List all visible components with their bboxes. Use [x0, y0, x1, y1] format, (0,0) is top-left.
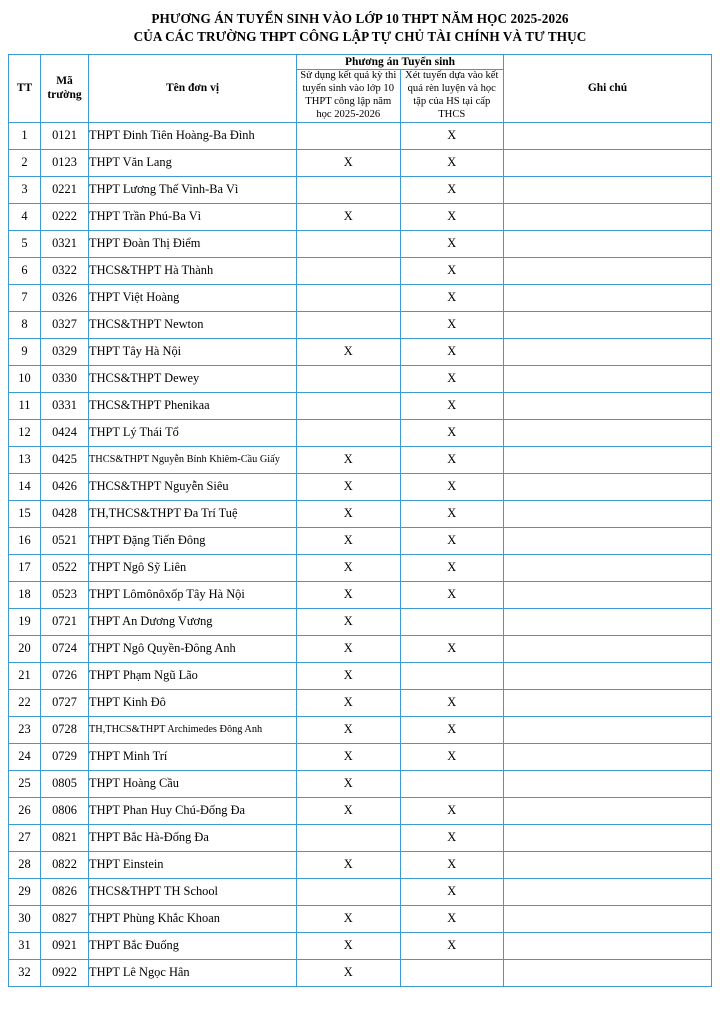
- column-header-notes: Ghi chú: [504, 54, 712, 122]
- cell-tt: 21: [9, 662, 41, 689]
- cell-note: [504, 689, 712, 716]
- cell-school-name: THPT Việt Hoàng: [89, 284, 297, 311]
- cell-school-name: THPT Bắc Hà-Đống Đa: [89, 824, 297, 851]
- table-row: [9, 959, 712, 986]
- cell-note: [504, 581, 712, 608]
- table-row: [9, 284, 712, 311]
- cell-school-name: THPT An Dương Vương: [89, 608, 297, 635]
- cell-school-code: 0521: [41, 527, 89, 554]
- cell-transcript-method: X: [400, 392, 504, 419]
- cell-exam-result-method: [297, 311, 401, 338]
- cell-tt: 10: [9, 365, 41, 392]
- cell-exam-result-method: [297, 176, 401, 203]
- cell-school-code: 0523: [41, 581, 89, 608]
- cell-exam-result-method: X: [297, 149, 401, 176]
- cell-exam-result-method: X: [297, 959, 401, 986]
- cell-school-name: THPT Phạm Ngũ Lão: [89, 662, 297, 689]
- cell-school-code: 0822: [41, 851, 89, 878]
- cell-school-name: THPT Ngô Sỹ Liên: [89, 554, 297, 581]
- cell-exam-result-method: X: [297, 581, 401, 608]
- cell-tt: 18: [9, 581, 41, 608]
- cell-transcript-method: X: [400, 689, 504, 716]
- cell-tt: 13: [9, 446, 41, 473]
- table-row: [9, 365, 712, 392]
- cell-tt: 11: [9, 392, 41, 419]
- cell-transcript-method: [400, 608, 504, 635]
- table-body: [9, 122, 712, 986]
- cell-tt: 4: [9, 203, 41, 230]
- cell-school-code: 0329: [41, 338, 89, 365]
- table-row: [9, 419, 712, 446]
- cell-tt: 29: [9, 878, 41, 905]
- cell-note: [504, 743, 712, 770]
- cell-school-code: 0805: [41, 770, 89, 797]
- cell-school-name: THPT Đoàn Thị Điểm: [89, 230, 297, 257]
- cell-school-code: 0121: [41, 122, 89, 149]
- table-row: [9, 176, 712, 203]
- cell-school-code: 0428: [41, 500, 89, 527]
- table-row: [9, 581, 712, 608]
- cell-tt: 20: [9, 635, 41, 662]
- table-row: [9, 473, 712, 500]
- cell-exam-result-method: X: [297, 527, 401, 554]
- cell-note: [504, 716, 712, 743]
- cell-exam-result-method: X: [297, 743, 401, 770]
- cell-transcript-method: X: [400, 581, 504, 608]
- cell-note: [504, 392, 712, 419]
- cell-school-code: 0522: [41, 554, 89, 581]
- cell-school-name: THCS&THPT Newton: [89, 311, 297, 338]
- cell-transcript-method: X: [400, 797, 504, 824]
- cell-note: [504, 500, 712, 527]
- cell-exam-result-method: [297, 365, 401, 392]
- cell-school-name: THPT Trần Phú-Ba Vì: [89, 203, 297, 230]
- cell-transcript-method: X: [400, 257, 504, 284]
- table-row: [9, 797, 712, 824]
- cell-exam-result-method: [297, 230, 401, 257]
- cell-note: [504, 284, 712, 311]
- cell-exam-result-method: X: [297, 203, 401, 230]
- cell-exam-result-method: X: [297, 689, 401, 716]
- cell-transcript-method: [400, 959, 504, 986]
- page-title-line-2: CỦA CÁC TRƯỜNG THPT CÔNG LẬP TỰ CHỦ TÀI CHÍNH VÀ TƯ THỤC: [133, 28, 587, 44]
- cell-note: [504, 338, 712, 365]
- table-row: [9, 149, 712, 176]
- cell-school-code: 0727: [41, 689, 89, 716]
- table-header-row-1: [9, 54, 712, 69]
- cell-note: [504, 473, 712, 500]
- cell-tt: 23: [9, 716, 41, 743]
- cell-tt: 27: [9, 824, 41, 851]
- table-row: [9, 230, 712, 257]
- cell-school-name: TH,THCS&THPT Đa Trí Tuệ: [89, 500, 297, 527]
- table-row: [9, 824, 712, 851]
- cell-note: [504, 905, 712, 932]
- table-row: [9, 608, 712, 635]
- cell-school-code: 0221: [41, 176, 89, 203]
- cell-transcript-method: X: [400, 635, 504, 662]
- table-row: [9, 932, 712, 959]
- cell-transcript-method: X: [400, 851, 504, 878]
- cell-transcript-method: X: [400, 932, 504, 959]
- cell-note: [504, 257, 712, 284]
- cell-school-name: THCS&THPT TH School: [89, 878, 297, 905]
- cell-exam-result-method: X: [297, 797, 401, 824]
- cell-exam-result-method: [297, 824, 401, 851]
- cell-school-name: THCS&THPT Nguyễn Bỉnh Khiêm-Cầu Giấy: [89, 446, 297, 473]
- cell-school-code: 0728: [41, 716, 89, 743]
- cell-tt: 12: [9, 419, 41, 446]
- cell-note: [504, 608, 712, 635]
- cell-exam-result-method: X: [297, 500, 401, 527]
- cell-note: [504, 446, 712, 473]
- cell-tt: 14: [9, 473, 41, 500]
- cell-exam-result-method: [297, 392, 401, 419]
- column-header-transcript-method: Xét tuyển dựa vào kết quả rèn luyện và học tập của HS tại cấp THCS: [400, 70, 504, 123]
- cell-tt: 22: [9, 689, 41, 716]
- cell-transcript-method: [400, 770, 504, 797]
- cell-exam-result-method: [297, 257, 401, 284]
- cell-school-name: THCS&THPT Nguyễn Siêu: [89, 473, 297, 500]
- cell-tt: 5: [9, 230, 41, 257]
- cell-exam-result-method: X: [297, 446, 401, 473]
- table-row: [9, 851, 712, 878]
- cell-note: [504, 635, 712, 662]
- table-row: [9, 662, 712, 689]
- cell-transcript-method: X: [400, 905, 504, 932]
- cell-tt: 9: [9, 338, 41, 365]
- cell-school-name: THPT Minh Trí: [89, 743, 297, 770]
- cell-school-code: 0726: [41, 662, 89, 689]
- cell-tt: 7: [9, 284, 41, 311]
- cell-transcript-method: X: [400, 230, 504, 257]
- cell-school-name: TH,THCS&THPT Archimedes Đông Anh: [89, 716, 297, 743]
- table-row: [9, 689, 712, 716]
- cell-note: [504, 149, 712, 176]
- cell-exam-result-method: X: [297, 635, 401, 662]
- table-row: [9, 905, 712, 932]
- cell-school-code: 0321: [41, 230, 89, 257]
- cell-exam-result-method: X: [297, 662, 401, 689]
- cell-tt: 26: [9, 797, 41, 824]
- cell-school-code: 0331: [41, 392, 89, 419]
- cell-tt: 8: [9, 311, 41, 338]
- cell-tt: 16: [9, 527, 41, 554]
- cell-school-code: 0729: [41, 743, 89, 770]
- cell-school-code: 0222: [41, 203, 89, 230]
- cell-tt: 3: [9, 176, 41, 203]
- cell-school-code: 0322: [41, 257, 89, 284]
- table-row: [9, 500, 712, 527]
- cell-tt: 15: [9, 500, 41, 527]
- cell-school-name: THPT Đặng Tiến Đông: [89, 527, 297, 554]
- cell-note: [504, 419, 712, 446]
- cell-tt: 28: [9, 851, 41, 878]
- cell-note: [504, 203, 712, 230]
- column-header-school-name: Tên đơn vị: [89, 54, 297, 122]
- cell-school-code: 0330: [41, 365, 89, 392]
- admission-plan-table: [8, 54, 712, 987]
- cell-note: [504, 797, 712, 824]
- cell-school-code: 0721: [41, 608, 89, 635]
- cell-note: [504, 230, 712, 257]
- cell-transcript-method: X: [400, 176, 504, 203]
- cell-tt: 17: [9, 554, 41, 581]
- cell-school-name: THCS&THPT Hà Thành: [89, 257, 297, 284]
- cell-exam-result-method: [297, 122, 401, 149]
- table-row: [9, 878, 712, 905]
- cell-exam-result-method: X: [297, 770, 401, 797]
- cell-tt: 31: [9, 932, 41, 959]
- cell-school-name: THPT Lương Thế Vinh-Ba Vì: [89, 176, 297, 203]
- cell-school-code: 0424: [41, 419, 89, 446]
- cell-school-code: 0922: [41, 959, 89, 986]
- cell-exam-result-method: [297, 284, 401, 311]
- cell-transcript-method: X: [400, 716, 504, 743]
- cell-tt: 24: [9, 743, 41, 770]
- table-row: [9, 716, 712, 743]
- table-header: [9, 54, 712, 122]
- cell-school-name: THPT Einstein: [89, 851, 297, 878]
- table-row: [9, 122, 712, 149]
- cell-school-name: THPT Lômônôxốp Tây Hà Nội: [89, 581, 297, 608]
- cell-school-code: 0425: [41, 446, 89, 473]
- cell-tt: 2: [9, 149, 41, 176]
- cell-transcript-method: X: [400, 122, 504, 149]
- cell-tt: 30: [9, 905, 41, 932]
- cell-note: [504, 365, 712, 392]
- cell-transcript-method: X: [400, 419, 504, 446]
- cell-transcript-method: X: [400, 311, 504, 338]
- cell-school-name: THPT Ngô Quyền-Đông Anh: [89, 635, 297, 662]
- cell-school-name: THPT Lê Ngọc Hân: [89, 959, 297, 986]
- cell-note: [504, 770, 712, 797]
- cell-exam-result-method: X: [297, 932, 401, 959]
- cell-exam-result-method: [297, 878, 401, 905]
- cell-transcript-method: X: [400, 149, 504, 176]
- cell-note: [504, 176, 712, 203]
- cell-school-name: THPT Văn Lang: [89, 149, 297, 176]
- cell-school-name: THPT Đinh Tiên Hoàng-Ba Đình: [89, 122, 297, 149]
- table-row: [9, 311, 712, 338]
- cell-transcript-method: X: [400, 284, 504, 311]
- cell-school-name: THPT Kinh Đô: [89, 689, 297, 716]
- cell-school-name: THPT Tây Hà Nội: [89, 338, 297, 365]
- cell-tt: 1: [9, 122, 41, 149]
- cell-school-name: THPT Phan Huy Chú-Đống Đa: [89, 797, 297, 824]
- cell-transcript-method: X: [400, 365, 504, 392]
- cell-note: [504, 122, 712, 149]
- cell-exam-result-method: X: [297, 851, 401, 878]
- cell-school-name: THCS&THPT Dewey: [89, 365, 297, 392]
- table-row: [9, 257, 712, 284]
- cell-school-code: 0327: [41, 311, 89, 338]
- cell-school-code: 0827: [41, 905, 89, 932]
- cell-exam-result-method: X: [297, 338, 401, 365]
- cell-exam-result-method: X: [297, 473, 401, 500]
- cell-school-code: 0326: [41, 284, 89, 311]
- table-row: [9, 743, 712, 770]
- column-header-school-code: Mã trường: [41, 54, 89, 122]
- cell-note: [504, 527, 712, 554]
- cell-transcript-method: X: [400, 527, 504, 554]
- cell-exam-result-method: [297, 419, 401, 446]
- cell-transcript-method: [400, 662, 504, 689]
- cell-exam-result-method: X: [297, 716, 401, 743]
- cell-school-code: 0806: [41, 797, 89, 824]
- table-row: [9, 635, 712, 662]
- cell-tt: 32: [9, 959, 41, 986]
- cell-tt: 25: [9, 770, 41, 797]
- cell-note: [504, 554, 712, 581]
- cell-school-name: THCS&THPT Phenikaa: [89, 392, 297, 419]
- table-row: [9, 392, 712, 419]
- cell-transcript-method: X: [400, 473, 504, 500]
- cell-transcript-method: X: [400, 554, 504, 581]
- cell-transcript-method: X: [400, 338, 504, 365]
- column-header-admission-method-group: Phương án Tuyển sinh: [297, 54, 504, 69]
- cell-exam-result-method: X: [297, 905, 401, 932]
- table-row: [9, 554, 712, 581]
- cell-note: [504, 932, 712, 959]
- cell-transcript-method: X: [400, 500, 504, 527]
- cell-school-name: THPT Phùng Khắc Khoan: [89, 905, 297, 932]
- cell-exam-result-method: X: [297, 554, 401, 581]
- cell-tt: 6: [9, 257, 41, 284]
- cell-transcript-method: X: [400, 203, 504, 230]
- cell-note: [504, 878, 712, 905]
- cell-school-code: 0921: [41, 932, 89, 959]
- cell-school-code: 0821: [41, 824, 89, 851]
- cell-transcript-method: X: [400, 824, 504, 851]
- cell-note: [504, 662, 712, 689]
- cell-transcript-method: X: [400, 446, 504, 473]
- column-header-exam-result-method: Sử dụng kết quả kỳ thi tuyển sinh vào lớp 10 THPT công lập năm học 2025-2026: [297, 70, 401, 123]
- cell-school-code: 0826: [41, 878, 89, 905]
- cell-school-code: 0123: [41, 149, 89, 176]
- cell-school-code: 0724: [41, 635, 89, 662]
- page-title: [8, 10, 712, 46]
- cell-note: [504, 851, 712, 878]
- cell-note: [504, 824, 712, 851]
- table-row: [9, 203, 712, 230]
- cell-exam-result-method: X: [297, 608, 401, 635]
- table-row: [9, 446, 712, 473]
- cell-note: [504, 959, 712, 986]
- cell-tt: 19: [9, 608, 41, 635]
- column-header-tt: TT: [9, 54, 41, 122]
- cell-school-name: THPT Lý Thái Tổ: [89, 419, 297, 446]
- cell-school-code: 0426: [41, 473, 89, 500]
- cell-transcript-method: X: [400, 743, 504, 770]
- table-row: [9, 338, 712, 365]
- table-row: [9, 770, 712, 797]
- cell-school-name: THPT Bắc Đuống: [89, 932, 297, 959]
- cell-school-name: THPT Hoàng Cầu: [89, 770, 297, 797]
- cell-transcript-method: X: [400, 878, 504, 905]
- cell-note: [504, 311, 712, 338]
- page-title-line-1: PHƯƠNG ÁN TUYỂN SINH VÀO LỚP 10 THPT NĂM HỌC 2025-2026: [151, 11, 569, 26]
- table-row: [9, 527, 712, 554]
